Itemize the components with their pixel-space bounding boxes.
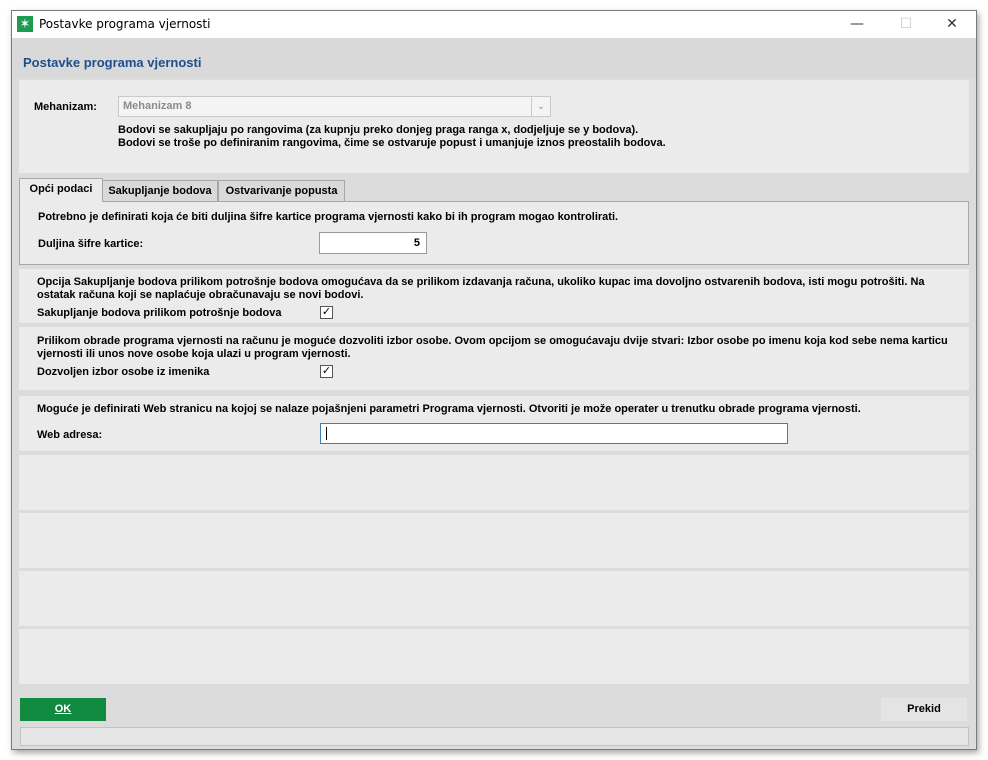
tab-points-collection[interactable]: Sakupljanje bodova xyxy=(102,180,218,201)
mechanism-select[interactable] xyxy=(118,96,551,117)
minimize-button[interactable]: — xyxy=(850,16,864,32)
card-length-label: Duljina šifre kartice: xyxy=(38,238,144,250)
general-tab-panel xyxy=(19,201,969,265)
tab-discount[interactable]: Ostvarivanje popusta xyxy=(218,180,345,201)
empty-panel xyxy=(19,513,969,568)
person-selection-checkbox[interactable]: ✓ xyxy=(321,365,332,377)
empty-panel xyxy=(19,455,969,510)
app-star-icon: ✶ xyxy=(17,16,33,32)
web-address-panel xyxy=(19,396,969,451)
mechanism-label: Mehanizam: xyxy=(34,101,97,113)
person-selection-info-1: Prilikom obrade programa vjernosti na računu je moguće dozvoliti izbor osobe. Ovom opcijom se omogućavaju dvije stvari: Izbor osobe po imenu koja kod sebe nema karticu xyxy=(37,335,948,347)
status-bar xyxy=(20,727,969,746)
empty-panel xyxy=(19,571,969,626)
card-length-value: 5 xyxy=(413,237,420,249)
dialog-window xyxy=(11,10,977,750)
header-band xyxy=(12,38,976,78)
mechanism-description-1: Bodovi se sakupljaju po rangovima (za kupnju preko donjeg praga ranga x, dodjeljuje se y bodova). xyxy=(118,124,639,136)
web-address-label: Web adresa: xyxy=(37,429,103,441)
maximize-button: ☐ xyxy=(899,16,913,32)
card-length-info: Potrebno je definirati koja će biti duljina šifre kartice programa vjernosti kako bi ih program mogao kontrolirati. xyxy=(38,211,619,223)
spend-points-panel xyxy=(19,269,969,323)
chevron-down-icon[interactable]: ⌄ xyxy=(531,97,550,116)
tab-general[interactable]: Opći podaci xyxy=(19,178,103,202)
spend-points-checkbox-label: Sakupljanje bodova prilikom potrošnje bodova xyxy=(37,307,282,319)
mechanism-selected-value: Mehanizam 8 xyxy=(123,100,192,112)
spend-points-info-2: ostatak računa koji se naplaćuje obračunavaju se novi bodovi. xyxy=(37,289,364,301)
web-address-input[interactable] xyxy=(320,423,788,444)
card-length-input[interactable] xyxy=(319,232,427,254)
text-caret xyxy=(326,427,327,440)
spend-points-checkbox[interactable]: ✓ xyxy=(321,306,332,318)
spend-points-info-1: Opcija Sakupljanje bodova prilikom potrošnje bodova omogućava da se prilikom izdavanja računa, ukoliko kupac ima dovoljno ostvarenih bodova, isti mogu potrošiti. Na xyxy=(37,276,925,288)
person-selection-checkbox-label: Dozvoljen izbor osobe iz imenika xyxy=(37,366,210,378)
web-address-info: Moguće je definirati Web stranicu na kojoj se nalaze pojašnjeni parametri Programa vjernosti. Otvoriti je može operater u trenutku obrade programa vjernosti. xyxy=(37,403,861,415)
title-bar[interactable] xyxy=(12,11,976,38)
ok-button[interactable]: OK xyxy=(20,698,106,721)
close-button[interactable]: ✕ xyxy=(946,16,958,32)
mechanism-description-2: Bodovi se troše po definiranim rangovima, čime se ostvaruje popust i umanjuje iznos preostalih bodova. xyxy=(118,137,666,149)
person-selection-info-2: vjernosti ili unos nove osobe koja ulazi u program vjernosti. xyxy=(37,348,351,360)
window-title: Postavke programa vjernosti xyxy=(39,17,211,31)
person-selection-panel xyxy=(19,327,969,390)
page-title: Postavke programa vjernosti xyxy=(23,55,202,70)
empty-panel xyxy=(19,629,969,684)
cancel-button[interactable]: Prekid xyxy=(881,698,967,721)
